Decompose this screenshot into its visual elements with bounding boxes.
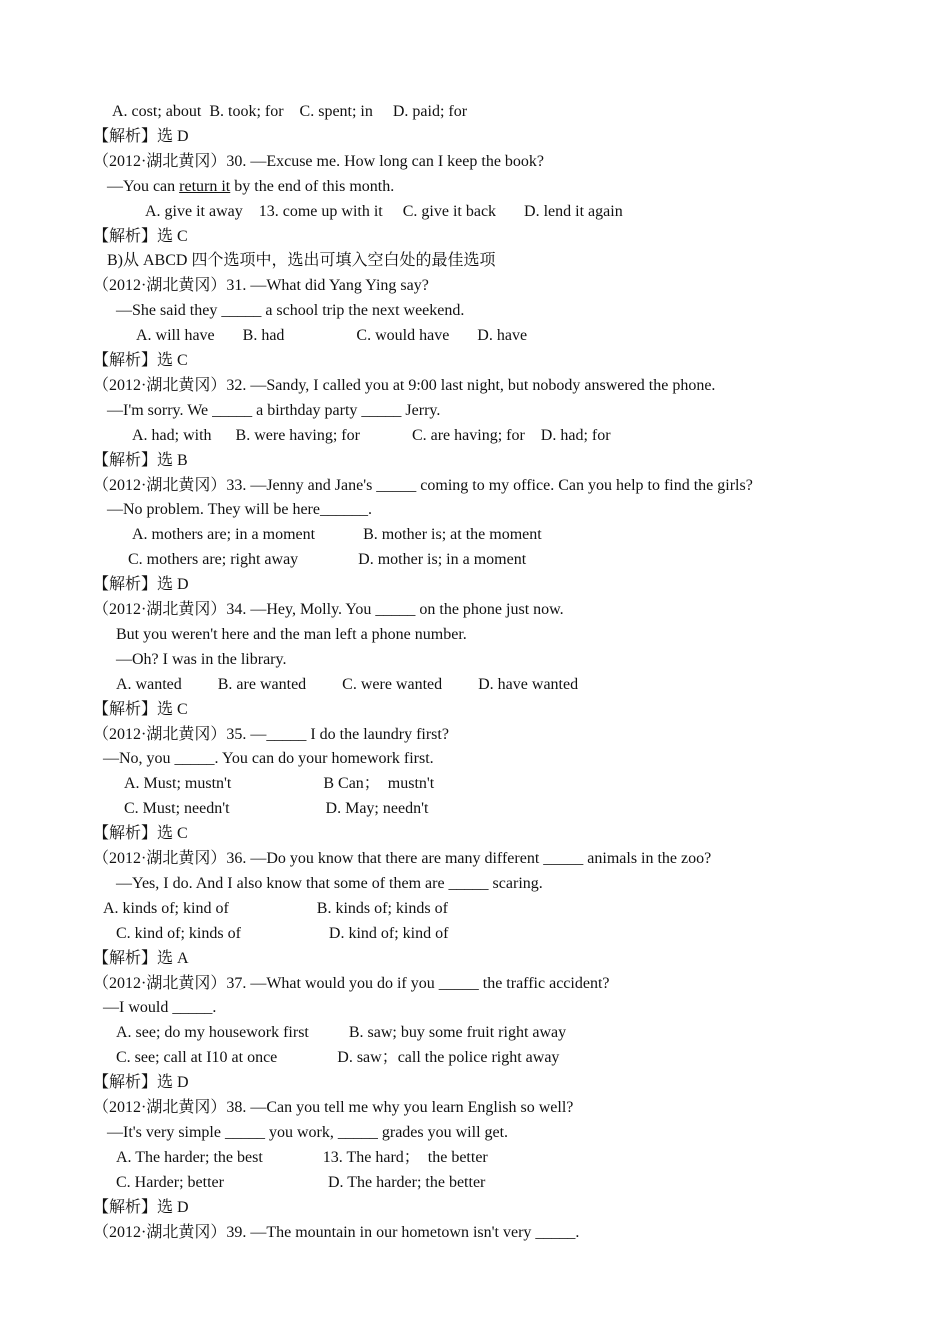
text-line bbox=[93, 725, 449, 745]
text-line bbox=[93, 1223, 579, 1243]
text-segment: 【解析】选 C bbox=[93, 228, 188, 245]
text-line bbox=[116, 924, 448, 944]
text-segment: 【解析】选 D bbox=[93, 128, 189, 145]
text-segment: （2012·湖北黄冈）35. —_____ I do the laundry first? bbox=[93, 726, 449, 743]
text-line bbox=[116, 625, 467, 645]
text-segment: （2012·湖北黄冈）33. —Jenny and Jane's _____ coming to my office. Can you help to find the girls? bbox=[93, 477, 753, 494]
text-segment: A. Must; mustn't B Can； mustn't bbox=[124, 775, 435, 792]
text-segment: 【解析】选 C bbox=[93, 352, 188, 369]
text-line bbox=[93, 152, 544, 172]
text-line bbox=[93, 824, 188, 844]
text-segment: 【解析】选 D bbox=[93, 1199, 189, 1216]
text-segment: 【解析】选 B bbox=[93, 452, 188, 469]
text-line bbox=[93, 476, 753, 496]
text-line bbox=[132, 525, 542, 545]
text-line bbox=[93, 575, 189, 595]
text-segment: 【解析】选 C bbox=[93, 701, 188, 718]
text-segment: —I would _____. bbox=[103, 999, 217, 1016]
text-segment: —No, you _____. You can do your homework first. bbox=[103, 750, 434, 767]
text-segment: （2012·湖北黄冈）38. —Can you tell me why you learn English so well? bbox=[93, 1099, 574, 1116]
text-segment: by the end of this month. bbox=[230, 178, 395, 195]
text-line bbox=[116, 874, 543, 894]
text-segment: （2012·湖北黄冈）31. —What did Yang Ying say? bbox=[93, 277, 429, 294]
text-line bbox=[93, 849, 711, 869]
text-line bbox=[107, 177, 394, 197]
text-segment: —You can bbox=[107, 178, 180, 195]
text-segment: —It's very simple _____ you work, _____ grades you will get. bbox=[107, 1124, 509, 1141]
text-line bbox=[124, 799, 428, 819]
text-segment: A. wanted B. are wanted C. were wanted D. have wanted bbox=[116, 676, 579, 693]
text-line bbox=[116, 301, 464, 321]
text-segment: —Yes, I do. And I also know that some of them are _____ scaring. bbox=[116, 875, 543, 892]
text-line bbox=[93, 974, 610, 994]
text-line bbox=[116, 1148, 488, 1168]
text-line bbox=[93, 700, 188, 720]
text-segment: （2012·湖北黄冈）32. —Sandy, I called you at 9:00 last night, but nobody answered the phone. bbox=[93, 377, 716, 394]
text-segment: （2012·湖北黄冈）36. —Do you know that there are many different _____ animals in the zoo? bbox=[93, 850, 712, 867]
text-segment: —She said they _____ a school trip the next weekend. bbox=[116, 302, 465, 319]
text-segment: 【解析】选 A bbox=[93, 950, 189, 967]
text-segment: —No problem. They will be here______. bbox=[107, 501, 372, 518]
text-segment: （2012·湖北黄冈）39. —The mountain in our hometown isn't very _____. bbox=[93, 1224, 580, 1241]
text-segment: A. mothers are; in a moment B. mother is; at the moment bbox=[132, 526, 542, 543]
text-segment: C. mothers are; right away D. mother is; in a moment bbox=[128, 551, 527, 568]
text-segment: But you weren't here and the man left a phone number. bbox=[116, 626, 467, 643]
text-segment: C. kind of; kinds of D. kind of; kind of bbox=[116, 925, 449, 942]
text-line bbox=[93, 600, 564, 620]
text-line bbox=[93, 451, 188, 471]
text-line bbox=[103, 749, 434, 769]
text-segment: A. will have B. had C. would have D. have bbox=[136, 327, 528, 344]
text-segment: A. see; do my housework first B. saw; buy some fruit right away bbox=[116, 1024, 567, 1041]
text-segment: A. kinds of; kind of B. kinds of; kinds of bbox=[103, 900, 448, 917]
text-segment: 【解析】选 C bbox=[93, 825, 188, 842]
text-segment: 【解析】选 D bbox=[93, 576, 189, 593]
text-line bbox=[107, 500, 372, 520]
text-line bbox=[93, 1073, 189, 1093]
text-line bbox=[93, 1098, 573, 1118]
text-segment: C. Harder; better D. The harder; the better bbox=[116, 1174, 486, 1191]
text-line bbox=[136, 326, 527, 346]
text-line bbox=[116, 1023, 566, 1043]
text-line bbox=[116, 675, 578, 695]
underlined-phrase: return it bbox=[179, 178, 231, 195]
text-segment: A. give it away 13. come up with it C. give it back D. lend it again bbox=[145, 203, 623, 220]
text-line bbox=[93, 949, 189, 969]
text-line bbox=[103, 998, 216, 1018]
text-line bbox=[112, 102, 467, 122]
text-segment: C. Must; needn't D. May; needn't bbox=[124, 800, 429, 817]
text-line bbox=[128, 550, 526, 570]
text-line bbox=[116, 1048, 559, 1068]
text-line bbox=[93, 1198, 189, 1218]
text-line bbox=[107, 251, 495, 271]
text-line bbox=[107, 1123, 508, 1143]
text-line bbox=[145, 202, 623, 222]
text-line bbox=[132, 426, 611, 446]
text-line bbox=[107, 401, 440, 421]
text-segment: —Oh? I was in the library. bbox=[116, 651, 287, 668]
text-line bbox=[116, 650, 286, 670]
text-segment: （2012·湖北黄冈）34. —Hey, Molly. You _____ on the phone just now. bbox=[93, 601, 564, 618]
text-segment: B)从 ABCD 四个选项中，选出可填入空白处的最佳选项 bbox=[107, 252, 496, 269]
text-line bbox=[103, 899, 448, 919]
text-line bbox=[93, 276, 429, 296]
text-segment: （2012·湖北黄冈）37. —What would you do if you _____ the traffic accident? bbox=[93, 975, 610, 992]
text-line bbox=[93, 376, 715, 396]
text-segment: A. The harder; the best 13. The hard； the better bbox=[116, 1149, 488, 1166]
text-line bbox=[93, 227, 188, 247]
text-line bbox=[93, 127, 189, 147]
text-line bbox=[124, 774, 434, 794]
text-segment: （2012·湖北黄冈）30. —Excuse me. How long can I keep the book? bbox=[93, 153, 545, 170]
text-segment: A. had; with B. were having; for C. are having; for D. had; for bbox=[132, 427, 611, 444]
text-segment: 【解析】选 D bbox=[93, 1074, 189, 1091]
text-segment: —I'm sorry. We _____ a birthday party _____ Jerry. bbox=[107, 402, 441, 419]
text-line bbox=[116, 1173, 485, 1193]
text-segment: A. cost; about B. took; for C. spent; in D. paid; for bbox=[112, 103, 468, 120]
text-segment: C. see; call at I10 at once D. saw；call the police right away bbox=[116, 1049, 560, 1066]
text-line bbox=[93, 351, 188, 371]
